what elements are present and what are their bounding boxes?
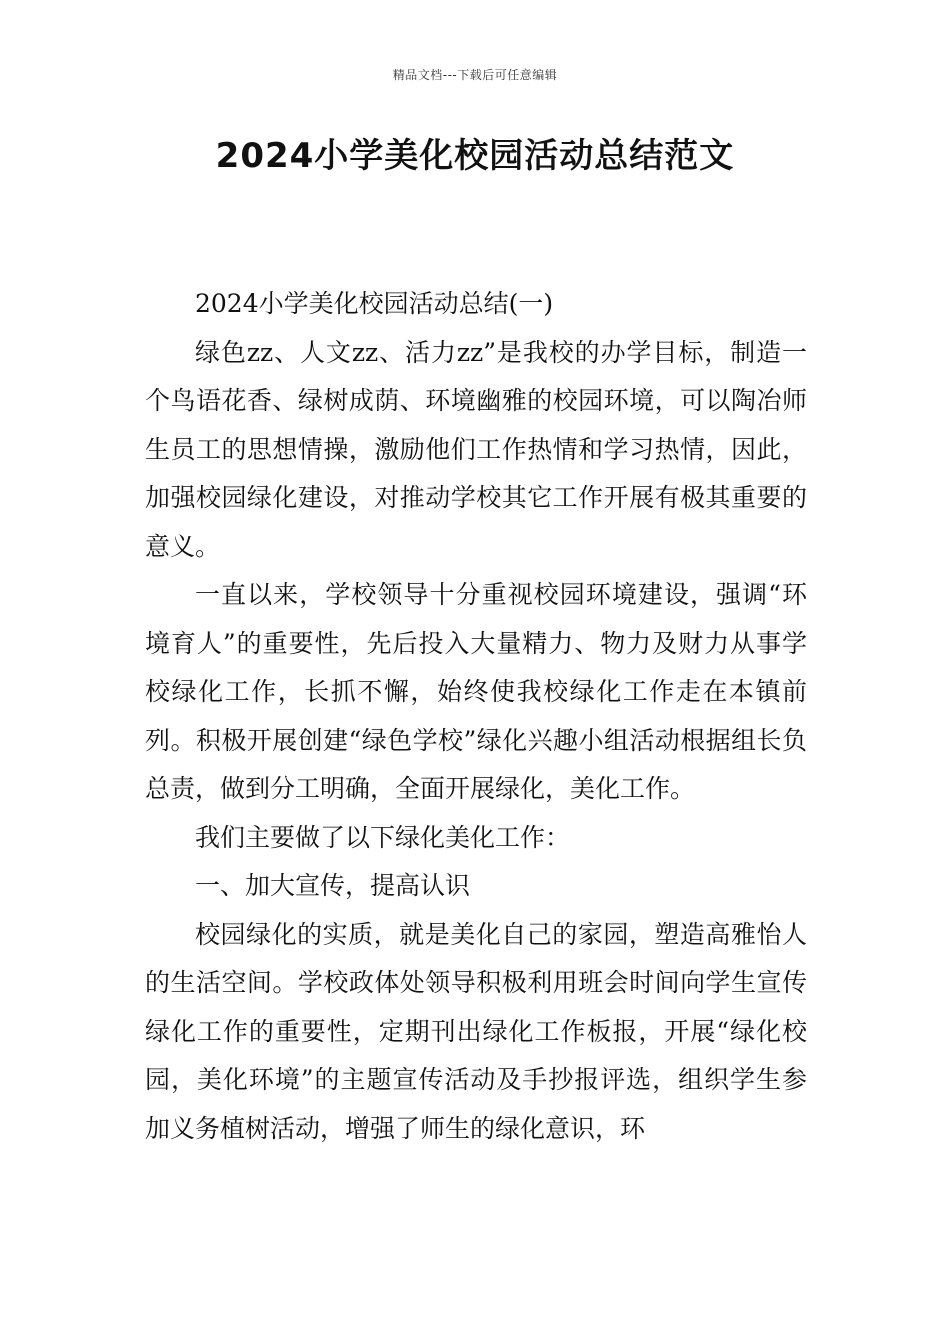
paragraph: 校园绿化的实质，就是美化自己的家园，塑造高雅怡人的生活空间。学校政体处领导积极利用班会时间向学生宣传绿化工作的重要性，定期刊出绿化工作板报，开展“绿化校园，美化环境”的主题宣传活动及手抄报评选，组织学生参加义务植树活动，增强了师生的绿化意识，环 xyxy=(145,919,807,1143)
document-body xyxy=(145,280,807,1153)
section-heading: 一、加大宣传，提高认识 xyxy=(195,871,471,900)
paragraph: 我们主要做了以下绿化美化工作： xyxy=(195,822,571,852)
paragraph: 一直以来，学校领导十分重视校园环境建设，强调“环境育人”的重要性，先后投入大量精力、物力及财力从事学校绿化工作，长抓不懈，始终使我校绿化工作走在本镇前列。积极开展创建“绿色学校”绿化兴趣小组活动根据组长负总责，做到分工明确，全面开展绿化，美化工作。 xyxy=(145,580,807,803)
paragraph-subtitle: 2024小学美化校园活动总结(一) xyxy=(195,289,554,318)
header-note: 精品文档---下载后可任意编辑 xyxy=(392,68,558,82)
paragraph: 绿色zz、人文zz、活力zz”是我校的办学目标，制造一个鸟语花香、绿树成荫、环境幽雅的校园环境，可以陶冶师生员工的思想情操，激励他们工作热情和学习热情，因此，加强校园绿化建设，对推动学校其它工作开展有极其重要的意义。 xyxy=(145,337,807,561)
document-title: 2024小学美化校园活动总结范文 xyxy=(215,136,735,176)
